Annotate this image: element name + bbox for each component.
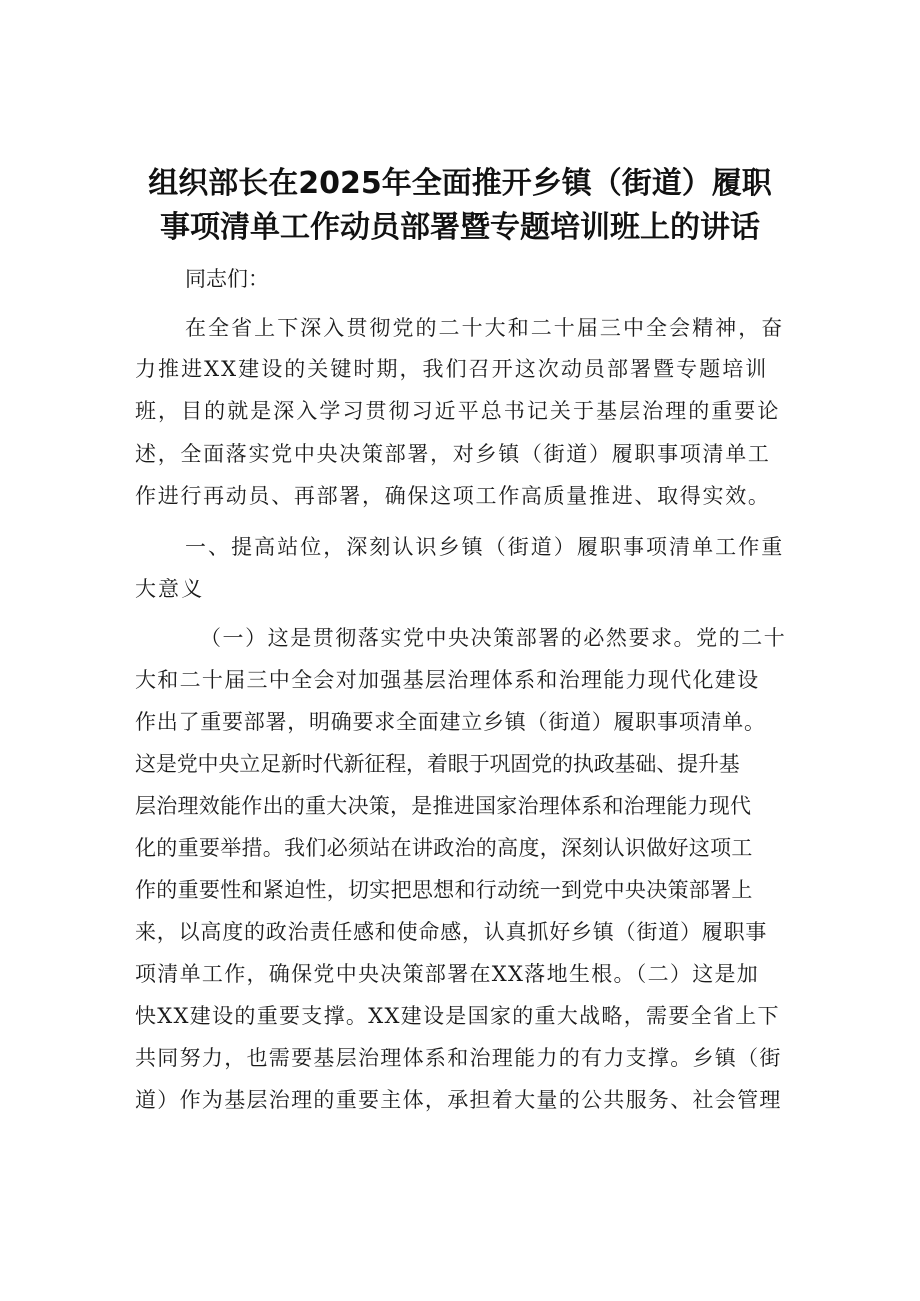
- salutation: 同志们：: [185, 267, 269, 291]
- body-line: 快XX建设的重要支撑。XX建设是国家的重大战略，需要全省上下: [135, 1004, 780, 1028]
- body-line: 化的重要举措。我们必须站在讲政治的高度，深刻认识做好这项工: [135, 836, 753, 860]
- body-line: 项清单工作，确保党中央决策部署在XX落地生根。（二）这是加: [135, 962, 760, 986]
- body-line: 述，全面落实党中央决策部署，对乡镇（街道）履职事项清单工: [135, 442, 771, 466]
- document-title-line-2: 事项清单工作动员部署暨专题培训班上的讲话: [160, 210, 760, 245]
- body-line: 作的重要性和紧迫性，切实把思想和行动统一到党中央决策部署上: [135, 878, 753, 902]
- body-line: 层治理效能作出的重大决策，是推进国家治理体系和治理能力现代: [135, 794, 752, 818]
- body-line: 共同努力，也需要基层治理体系和治理能力的有力支撑。乡镇（街: [135, 1046, 782, 1070]
- body-line: 班，目的就是深入学习贯彻习近平总书记关于基层治理的重要论: [135, 399, 781, 423]
- body-line: 来，以高度的政治责任感和使命感，认真抓好乡镇（街道）履职事: [135, 920, 768, 944]
- body-line: 道）作为基层治理的重要主体，承担着大量的公共服务、社会管理: [135, 1088, 782, 1112]
- section-heading-line: 一、提高站位，深刻认识乡镇（街道）履职事项清单工作重: [185, 535, 785, 559]
- section-heading-line: 大意义: [135, 577, 205, 601]
- body-line: 力推进XX建设的关键时期，我们召开这次动员部署暨专题培训: [135, 357, 769, 381]
- document-title-line-1: 组织部长在2025年全面推开乡镇（街道）履职: [148, 166, 772, 201]
- body-line: 这是党中央立足新时代新征程，着眼于巩固党的执政基础、提升基: [135, 752, 740, 776]
- body-line: （一）这是贯彻落实党中央决策部署的必然要求。党的二十: [200, 626, 787, 650]
- body-line: 在全省上下深入贯彻党的二十大和二十届三中全会精神，奋: [185, 316, 785, 340]
- body-line: 作出了重要部署，明确要求全面建立乡镇（街道）履职事项清单。: [135, 710, 766, 734]
- body-line: 大和二十届三中全会对加强基层治理体系和治理能力现代化建设: [135, 668, 760, 692]
- body-line: 作进行再动员、再部署，确保这项工作高质量推进、取得实效。: [135, 484, 771, 508]
